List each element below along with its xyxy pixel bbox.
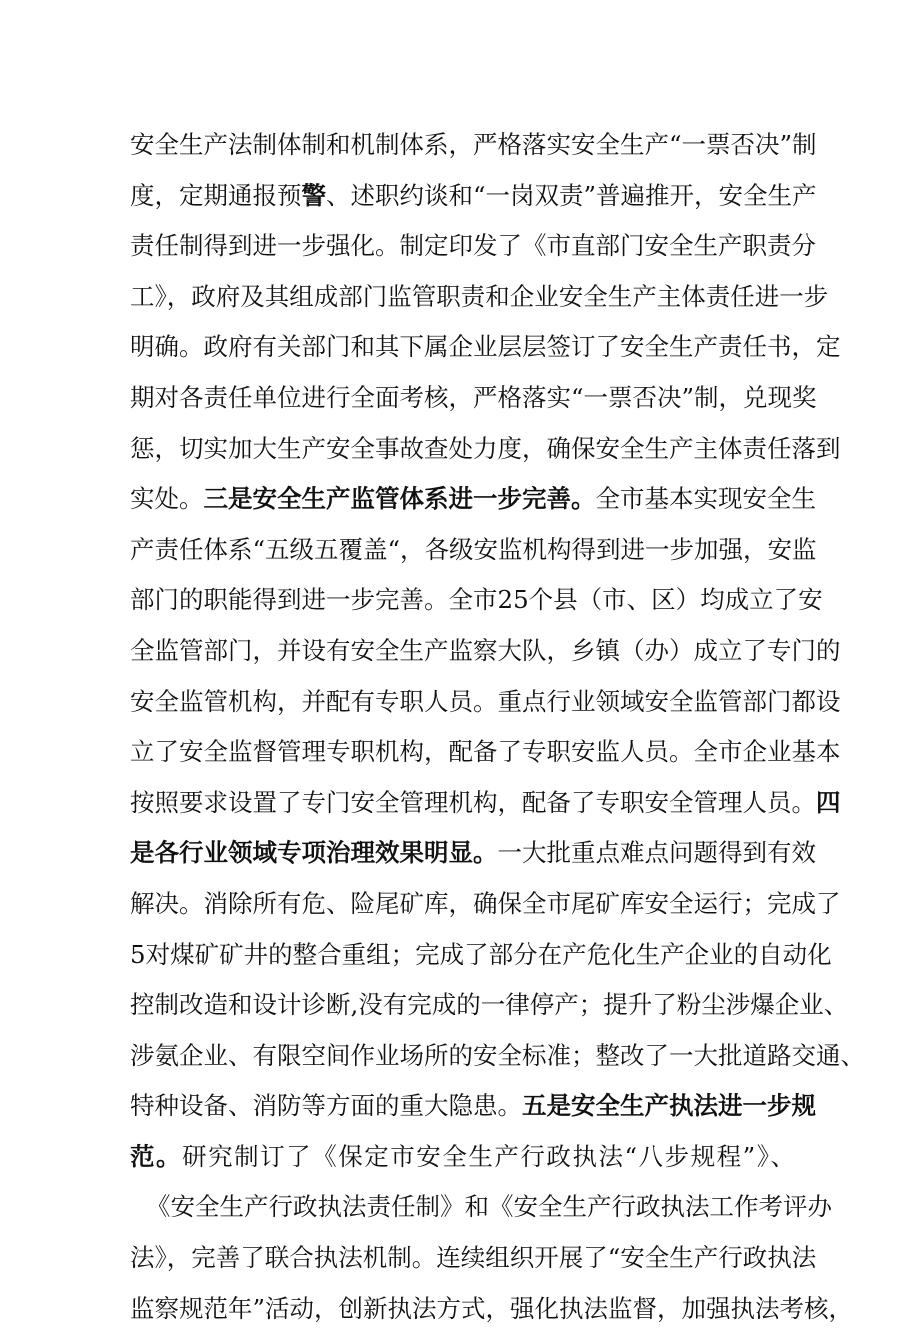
text-line (130, 120, 817, 171)
text-line (130, 322, 841, 373)
text-line (130, 1284, 854, 1334)
text-line (130, 879, 841, 930)
text-segment: 监察规范年”活动，创新执法方式，强化执法监督，加强执法考核， (130, 1293, 854, 1323)
text-line (130, 575, 823, 626)
text-segment: 部门的职能得到进一步完善。全市25个县（市、区）均成立了安 (130, 585, 823, 615)
paragraph (130, 120, 865, 1334)
text-segment: 产责任体系“五级五覆盖“，各级安监机构得到进一步加强，安监 (130, 534, 817, 564)
text-segment: 度，定期通报预 (130, 180, 302, 210)
text-segment: 研究制订了《保定市安全生产行政执法“八步规程”》、 (182, 1141, 795, 1171)
text-segment: 按照要求设置了专门安全管理机构，配备了专职安全管理人员。 (130, 787, 816, 817)
text-line (130, 272, 829, 323)
text-segment: 一大批重点难点问题得到有效 (497, 838, 816, 868)
text-segment: 责任制得到进一步强化。制定印发了《市直部门安全生产职责分 (130, 231, 816, 261)
text-line (130, 828, 816, 879)
text-segment: 立了安全监督管理专职机构，配备了专职安监人员。全市企业基本 (130, 737, 841, 767)
bold-text: 三是安全生产监管体系进一步完善。 (203, 484, 596, 514)
text-line (130, 626, 841, 677)
text-segment: 5对煤矿矿井的整合重组；完成了部分在产危化生产企业的自动化 (130, 939, 832, 969)
text-segment: 全监管部门，并设有安全生产监察大队，乡镇（办）成立了专门的 (130, 635, 841, 665)
text-segment: 安全监管机构，并配有专职人员。重点行业领域安全监管部门都设 (130, 686, 841, 716)
text-line (130, 1081, 816, 1132)
text-segment: 解决。消除所有危、险尾矿库，确保全市尾矿库安全运行；完成了 (130, 888, 841, 918)
text-line (130, 424, 841, 475)
text-segment: 涉氨企业、有限空间作业场所的安全标准；整改了一大批道路交通、 (130, 1040, 865, 1070)
text-line (130, 525, 817, 576)
text-line (130, 1233, 817, 1284)
text-segment: 控制改造和设计诊断,没有完成的一律停产；提升了粉尘涉爆企业、 (130, 990, 849, 1020)
text-line (130, 373, 817, 424)
bold-text: 警 (301, 180, 326, 210)
text-segment: 期对各责任单位进行全面考核，严格落实“一票否决”制，兑现奖 (130, 382, 817, 412)
bold-text: 五是安全生产执法进一步规 (522, 1091, 816, 1121)
text-line (130, 980, 849, 1031)
document-body (130, 120, 865, 1334)
text-line (130, 930, 832, 981)
text-line (130, 677, 841, 728)
text-line (130, 1132, 795, 1183)
text-line (130, 1031, 865, 1082)
text-segment: 工》，政府及其组成部门监管职责和企业安全生产主体责任进一步 (130, 281, 829, 311)
text-segment: 、述职约谈和“一岗双责”普遍推开，安全生产 (326, 180, 817, 210)
text-segment: 法》，完善了联合执法机制。连续组织开展了“安全生产行政执法 (130, 1243, 817, 1273)
bold-text: 范。 (130, 1141, 183, 1171)
text-segment: 全市基本实现安全生 (595, 484, 816, 514)
text-line (130, 1182, 832, 1233)
bold-text: 四 (816, 787, 841, 817)
text-segment: 特种设备、消防等方面的重大隐患。 (130, 1091, 522, 1121)
text-line (130, 171, 817, 222)
text-line (130, 221, 816, 272)
text-line (130, 474, 816, 525)
text-line (130, 778, 841, 829)
text-segment: 惩，切实加大生产安全事故查处力度，确保安全生产主体责任落到 (130, 433, 841, 463)
bold-text: 是各行业领域专项治理效果明显。 (130, 838, 498, 868)
text-line (130, 727, 841, 778)
text-segment: 实处。 (130, 484, 204, 514)
text-segment: 《安全生产行政执法责任制》和《安全生产行政执法工作考评办 (146, 1192, 832, 1222)
text-segment: 安全生产法制体制和机制体系，严格落实安全生产“一票否决”制 (130, 130, 817, 159)
text-segment: 明确。政府有关部门和其下属企业层层签订了安全生产责任书，定 (130, 332, 841, 362)
